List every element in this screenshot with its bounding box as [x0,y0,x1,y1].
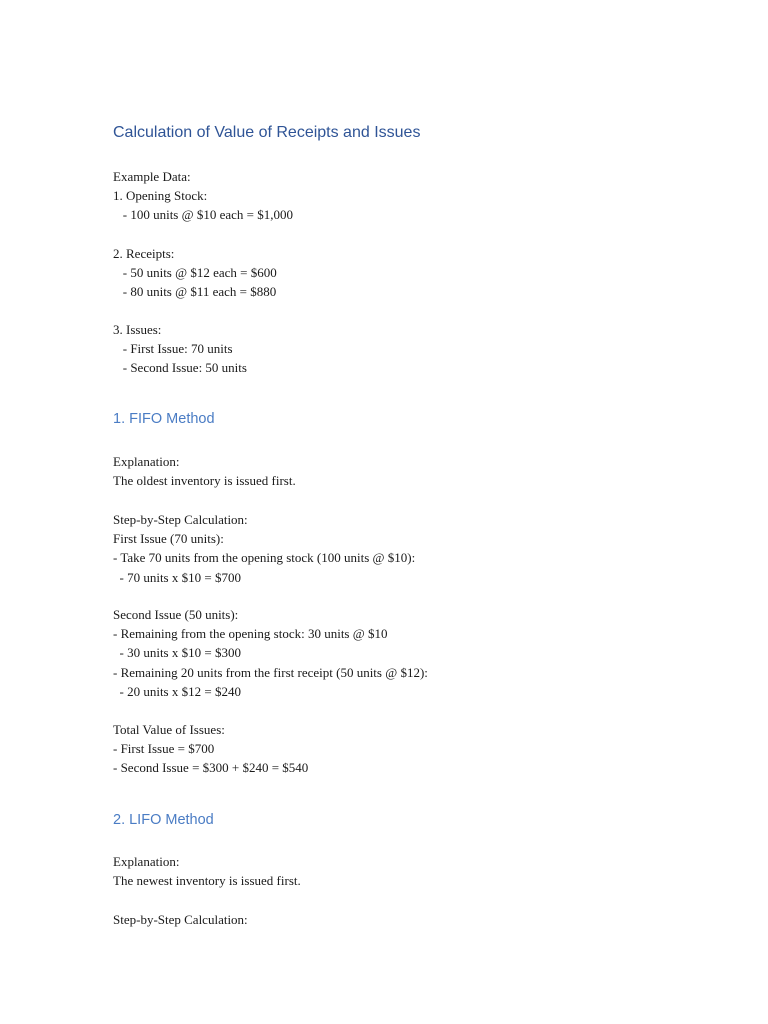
text-line: First Issue (70 units): [113,531,224,547]
text-line: 3. Issues: [113,322,162,337]
fifo-steps-block [113,510,415,587]
fifo-heading: 1. FIFO Method [113,411,215,427]
text-line: 2. Receipts: [113,246,175,261]
text-line: Example Data: [113,169,191,184]
lifo-heading: 2. LIFO Method [113,812,214,828]
text-line: - Remaining 20 units from the first receipt (50 units @ $12): [113,664,428,680]
text-line: - Second Issue = $300 + $240 = $540 [113,760,309,776]
text-line: The newest inventory is issued first. [113,873,301,889]
text-line: Explanation: [113,454,180,469]
text-line: - 80 units @ $11 each = $880 [113,284,277,300]
lifo-explanation-block [113,852,301,890]
text-line: - Second Issue: 50 units [113,360,247,376]
text-line: - First Issue: 70 units [113,341,233,357]
text-line: Explanation: [113,854,180,869]
issues-block [113,320,247,378]
text-line: Step-by-Step Calculation: [113,512,248,527]
text-line: Step-by-Step Calculation: [113,912,248,927]
text-line: - Remaining from the opening stock: 30 units @ $10 [113,626,388,642]
fifo-explanation-block [113,452,296,490]
text-line: 1. Opening Stock: [113,188,208,204]
text-line: - 100 units @ $10 each = $1,000 [113,207,293,223]
text-line: - 30 units x $10 = $300 [113,645,241,661]
fifo-total-block [113,720,308,778]
text-line: Total Value of Issues: [113,722,225,737]
text-line: - Take 70 units from the opening stock (100 units @ $10): [113,550,416,566]
receipts-block [113,244,277,302]
text-line: - First Issue = $700 [113,741,215,757]
fifo-second-issue-block [113,605,428,701]
text-line: - 50 units @ $12 each = $600 [113,265,277,281]
text-line: Second Issue (50 units): [113,607,239,622]
example-data-block [113,167,293,225]
lifo-steps-block [113,910,248,929]
text-line: - 70 units x $10 = $700 [113,569,241,585]
document-title: Calculation of Value of Receipts and Issues [113,124,421,141]
text-line: The oldest inventory is issued first. [113,473,296,489]
text-line: - 20 units x $12 = $240 [113,683,241,699]
